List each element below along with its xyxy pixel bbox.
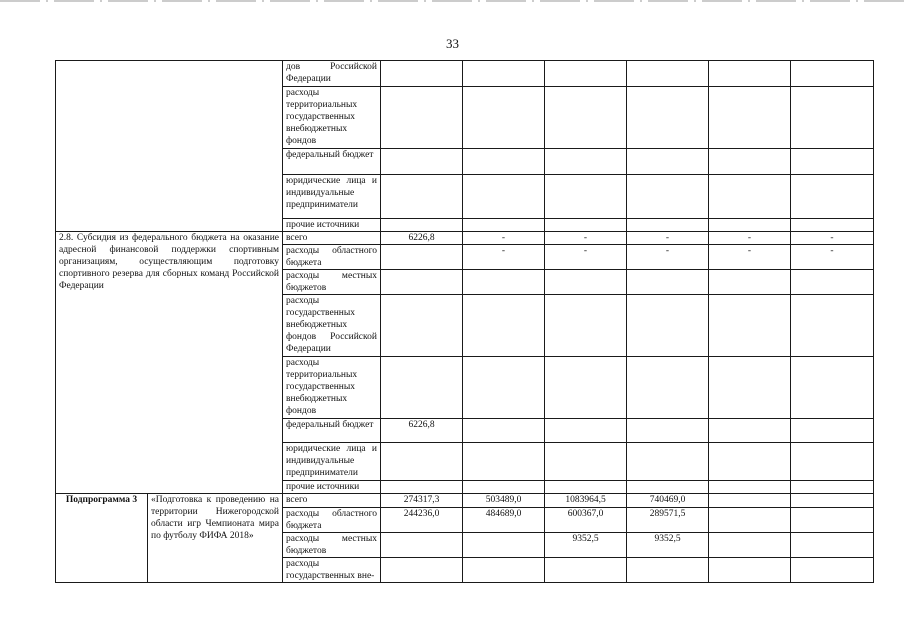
value-cell	[545, 149, 627, 175]
value-cell	[545, 219, 627, 232]
funding-table	[55, 60, 874, 583]
value-cell	[709, 443, 791, 481]
value-cell: 9352,5	[627, 533, 709, 558]
funding-source-cell: всего	[283, 232, 381, 245]
value-cell	[463, 357, 545, 419]
value-cell	[381, 87, 463, 149]
value-cell: -	[545, 232, 627, 245]
value-cell: -	[545, 245, 627, 270]
value-cell	[381, 357, 463, 419]
value-cell	[463, 270, 545, 295]
value-cell	[627, 219, 709, 232]
value-cell	[709, 149, 791, 175]
value-cell	[545, 87, 627, 149]
value-cell	[791, 419, 874, 443]
funding-source-cell: всего	[283, 494, 381, 508]
value-cell	[463, 175, 545, 219]
value-cell: -	[791, 232, 874, 245]
value-cell	[545, 61, 627, 87]
value-cell: 1083964,5	[545, 494, 627, 508]
value-cell	[381, 481, 463, 494]
value-cell	[627, 149, 709, 175]
value-cell: 6226,8	[381, 232, 463, 245]
value-cell: -	[627, 245, 709, 270]
value-cell	[709, 61, 791, 87]
value-cell	[381, 61, 463, 87]
funding-source-cell: расходы местных бюджетов	[283, 533, 381, 558]
value-cell	[545, 357, 627, 419]
funding-source-cell: прочие источники	[283, 481, 381, 494]
value-cell	[381, 219, 463, 232]
table-row	[56, 61, 874, 87]
value-cell	[381, 245, 463, 270]
value-cell	[627, 357, 709, 419]
value-cell	[791, 481, 874, 494]
value-cell	[709, 87, 791, 149]
value-cell: 289571,5	[627, 508, 709, 533]
value-cell	[545, 558, 627, 583]
subprogram-title-cell: «Подготовка к проведению на территории Нижегородской области игр Чемпионата мира по футболу ФИФА 2018»	[148, 494, 283, 583]
value-cell	[463, 481, 545, 494]
funding-source-cell: расходы областного бюджета	[283, 245, 381, 270]
value-cell	[791, 558, 874, 583]
value-cell	[381, 558, 463, 583]
value-cell	[709, 357, 791, 419]
value-cell: -	[627, 232, 709, 245]
funding-source-cell: юридические лица и индивидуальные предприниматели	[283, 175, 381, 219]
value-cell	[791, 175, 874, 219]
value-cell	[463, 419, 545, 443]
value-cell	[627, 295, 709, 357]
value-cell	[627, 443, 709, 481]
funding-source-cell: федеральный бюджет	[283, 419, 381, 443]
subprogram-label-cell: Подпрограмма 3	[56, 494, 148, 583]
value-cell	[381, 270, 463, 295]
value-cell: -	[463, 245, 545, 270]
value-cell	[709, 481, 791, 494]
value-cell	[545, 270, 627, 295]
value-cell	[709, 219, 791, 232]
funding-source-cell: прочие источники	[283, 219, 381, 232]
value-cell	[791, 295, 874, 357]
value-cell	[709, 533, 791, 558]
value-cell	[381, 443, 463, 481]
value-cell	[791, 443, 874, 481]
value-cell	[627, 419, 709, 443]
value-cell	[627, 558, 709, 583]
page-number: 33	[446, 36, 459, 51]
value-cell	[791, 87, 874, 149]
value-cell	[709, 558, 791, 583]
value-cell: 274317,3	[381, 494, 463, 508]
value-cell	[627, 87, 709, 149]
value-cell	[627, 481, 709, 494]
value-cell: 6226,8	[381, 419, 463, 443]
value-cell	[463, 558, 545, 583]
value-cell	[627, 270, 709, 295]
value-cell	[791, 61, 874, 87]
measure-title-cell: 2.8. Субсидия из федерального бюджета на оказание адресной финансовой поддержки спортивным организациям, осуществляющим подготовку спортивного резерва для сборных команд Российской Федерации	[56, 232, 283, 494]
funding-source-cell: расходы государственных внебюджетных фондов Российской Федерации	[283, 295, 381, 357]
funding-source-cell: расходы территориальных государственных внебюджетных фондов	[283, 357, 381, 419]
value-cell	[791, 219, 874, 232]
value-cell: -	[463, 232, 545, 245]
funding-source-cell: федеральный бюджет	[283, 149, 381, 175]
value-cell	[791, 494, 874, 508]
value-cell	[709, 494, 791, 508]
value-cell	[791, 533, 874, 558]
value-cell	[709, 508, 791, 533]
value-cell: 740469,0	[627, 494, 709, 508]
value-cell	[545, 443, 627, 481]
value-cell	[545, 419, 627, 443]
scan-top-edge	[0, 0, 905, 3]
table-body	[56, 61, 874, 583]
value-cell	[627, 175, 709, 219]
value-cell	[545, 481, 627, 494]
value-cell	[381, 533, 463, 558]
funding-source-cell: расходы государственных вне-	[283, 558, 381, 583]
value-cell	[381, 175, 463, 219]
value-cell	[791, 270, 874, 295]
funding-source-cell: расходы областного бюджета	[283, 508, 381, 533]
value-cell	[463, 61, 545, 87]
value-cell	[545, 175, 627, 219]
value-cell	[545, 295, 627, 357]
value-cell	[463, 295, 545, 357]
value-cell	[381, 295, 463, 357]
funding-source-cell: расходы территориальных государственных внебюджетных фондов	[283, 87, 381, 149]
value-cell	[381, 149, 463, 175]
value-cell	[463, 149, 545, 175]
value-cell	[709, 270, 791, 295]
value-cell	[709, 419, 791, 443]
value-cell	[463, 533, 545, 558]
table-row	[56, 232, 874, 245]
value-cell: 484689,0	[463, 508, 545, 533]
value-cell	[627, 61, 709, 87]
value-cell	[791, 508, 874, 533]
table-row	[56, 494, 874, 508]
funding-source-cell: дов Российской Федерации	[283, 61, 381, 87]
value-cell: 600367,0	[545, 508, 627, 533]
value-cell: 9352,5	[545, 533, 627, 558]
value-cell	[791, 149, 874, 175]
value-cell: -	[709, 232, 791, 245]
value-cell: -	[791, 245, 874, 270]
value-cell	[463, 443, 545, 481]
funding-source-cell: расходы местных бюджетов	[283, 270, 381, 295]
value-cell: -	[709, 245, 791, 270]
value-cell	[463, 87, 545, 149]
continued-item-cell	[56, 61, 283, 232]
value-cell	[709, 295, 791, 357]
value-cell	[463, 219, 545, 232]
value-cell: 503489,0	[463, 494, 545, 508]
value-cell	[709, 175, 791, 219]
value-cell: 244236,0	[381, 508, 463, 533]
funding-source-cell: юридические лица и индивидуальные предприниматели	[283, 443, 381, 481]
value-cell	[791, 357, 874, 419]
